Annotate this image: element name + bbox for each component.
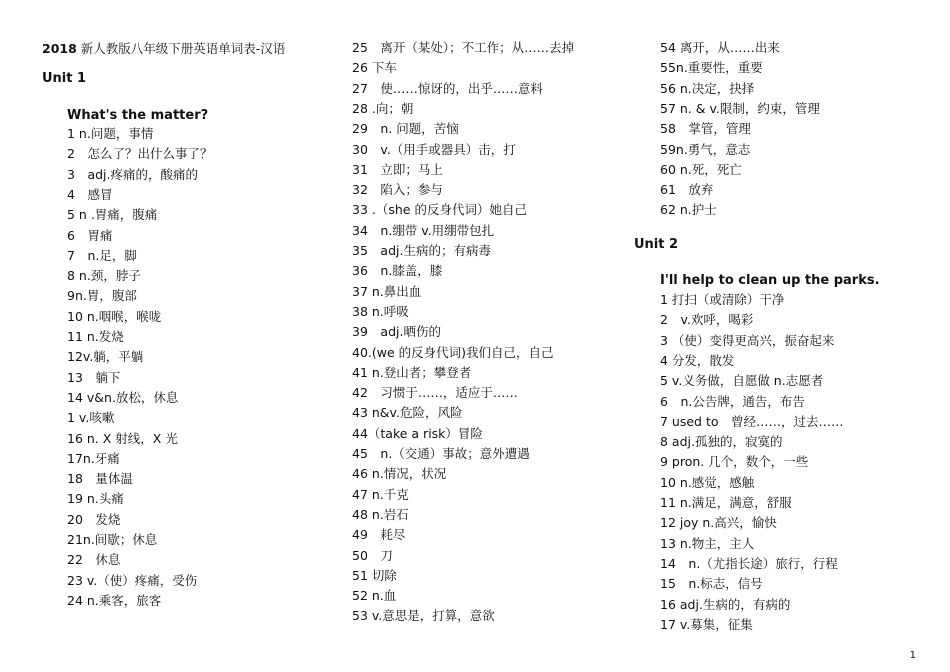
vocab-entry: 1 n.问题，事情 (67, 126, 154, 141)
vocab-entry: 48 n.岩石 (352, 506, 409, 522)
vocab-entry: 27 使……惊讶的，出乎……意料 (352, 80, 543, 96)
vocab-entry: 5 n .胃痛，腹痛 (67, 207, 158, 223)
vocab-entry: 35 adj.生病的；有病毒 (352, 243, 491, 258)
vocab-entry: 12 joy n.高兴，愉快 (660, 515, 777, 531)
vocab-entry: 22 休息 (67, 552, 121, 568)
vocab-entry: 13 n.物主，主人 (660, 535, 755, 551)
unit-2-heading: Unit 2 (634, 237, 679, 252)
vocab-entry: 28 .向；朝 (352, 100, 414, 116)
vocab-entry: 32 陷入；参与 (352, 182, 443, 198)
vocab-entry: 33 .（she 的反身代词）她自己 (352, 202, 527, 218)
vocab-entry: 10 n.咽喉，喉咙 (67, 308, 162, 324)
vocab-entry: 4 分发，散发 (660, 352, 735, 368)
vocab-entry: 4 感冒 (67, 186, 113, 202)
vocab-entry: 9 pron. 几个，数个，一些 (660, 454, 809, 470)
unit-2-lesson-title: I'll help to clean up the parks. (660, 273, 880, 288)
vocab-entry: 36 n.膝盖，膝 (352, 263, 443, 279)
vocab-entry: 61 放弃 (660, 182, 714, 198)
vocab-entry: 7 n.足，脚 (67, 247, 137, 263)
vocab-entry: 56 n.决定，抉择 (660, 80, 755, 96)
vocab-entry: 21n.间歇；休息 (67, 532, 158, 547)
vocab-entry: 53 v.意思是，打算，意欲 (352, 608, 495, 624)
vocab-entry: 49 耗尽 (352, 527, 406, 543)
vocab-entry: 14 n.（尤指长途）旅行，行程 (660, 555, 838, 571)
vocab-entry: 2 v.欢呼，喝彩 (660, 312, 754, 328)
vocab-entry: 20 发烧 (67, 511, 121, 527)
vocab-entry: 14 v&n.放松，休息 (67, 389, 179, 405)
vocab-entry: 17n.牙痛 (67, 450, 120, 466)
title-text: 新人教版八年级下册英语单词表-汉语 (76, 41, 286, 56)
vocab-entry: 6 胃痛 (67, 227, 113, 243)
vocab-entry: 29 n. 问题，苦恼 (352, 121, 459, 137)
vocab-entry: 31 立即；马上 (352, 161, 443, 177)
vocab-entry: 41 n.登山者；攀登者 (352, 364, 472, 380)
vocab-entry: 18 量体温 (67, 471, 133, 487)
vocab-entry: 47 n.千克 (352, 486, 409, 502)
vocab-entry: 51 切除 (352, 567, 397, 583)
vocab-entry: 24 n.乘客，旅客 (67, 592, 162, 608)
vocab-entry: 19 n.头痛 (67, 491, 124, 507)
vocab-entry: 17 v.募集，征集 (660, 616, 753, 632)
vocab-entry: 15 n.标志，信号 (660, 576, 763, 592)
unit-1-heading: Unit 1 (42, 71, 87, 86)
vocab-entry: 1 打扫（或清除）干净 (660, 292, 785, 307)
vocab-entry: 7 used to 曾经……，过去…… (660, 413, 844, 429)
vocab-entry: 54 离开，从……出来 (660, 40, 780, 55)
vocab-entry: 59n.勇气，意志 (660, 141, 751, 157)
vocab-entry: 1 v.咳嗽 (67, 410, 115, 426)
vocab-entry: 34 n.绷带 v.用绷带包扎 (352, 222, 495, 238)
vocab-entry: 8 n.颈，脖子 (67, 268, 141, 284)
vocab-entry: 9n.胃，腹部 (67, 288, 137, 304)
vocab-entry: 38 n.呼吸 (352, 303, 409, 319)
vocab-entry: 25 离开（某处）；不工作；从……去掉 (352, 40, 575, 55)
vocab-entry: 8 adj.孤独的，寂寞的 (660, 434, 783, 450)
vocab-entry: 39 adj.晒伤的 (352, 324, 441, 340)
title-year: 2018 (42, 41, 77, 56)
vocab-entry: 46 n.情况，状况 (352, 466, 447, 482)
vocab-entry: 13 躺下 (67, 369, 121, 385)
document-title (42, 39, 285, 57)
vocab-entry: 30 v.（用手或器具）击，打 (352, 141, 516, 157)
vocab-entry: 11 n.发烧 (67, 329, 124, 344)
vocab-entry: 23 v.（使）疼痛，受伤 (67, 572, 198, 588)
vocab-entry: 55n.重要性，重要 (660, 60, 763, 76)
vocab-entry: 60 n.死，死亡 (660, 161, 742, 177)
vocab-entry: 43 n&v.危险，风险 (352, 405, 463, 421)
vocab-entry: 26 下车 (352, 60, 397, 76)
page-number: 1 (909, 650, 916, 661)
vocab-entry: 3 （使）变得更高兴，振奋起来 (660, 332, 835, 348)
vocab-entry: 16 adj.生病的，有病的 (660, 596, 791, 612)
vocab-entry: 62 n.护士 (660, 202, 717, 218)
vocab-entry: 45 n.（交通）事故；意外遭遇 (352, 446, 530, 461)
vocab-entry: 58 掌管，管理 (660, 121, 751, 137)
unit-1-lesson-title: What's the matter? (67, 108, 209, 123)
vocab-entry: 40.(we 的反身代词)我们自己，自己 (352, 344, 554, 360)
vocab-entry: 42 习惯于……，适应于…… (352, 385, 518, 401)
vocab-entry: 10 n.感觉，感触 (660, 474, 755, 490)
vocab-entry: 12v.躺，平躺 (67, 349, 144, 365)
vocab-entry: 11 n.满足，满意，舒服 (660, 495, 792, 510)
vocab-entry: 2 怎么了？出什么事了？ (67, 146, 213, 162)
vocab-entry: 50 刀 (352, 547, 393, 563)
vocab-entry: 37 n.鼻出血 (352, 283, 422, 299)
vocab-entry: 5 v.义务做，自愿做 n.志愿者 (660, 373, 824, 389)
vocab-entry: 16 n. X 射线，X 光 (67, 430, 178, 446)
vocab-entry: 6 n.公告牌，通告，布告 (660, 393, 805, 409)
vocab-entry: 3 adj.疼痛的，酸痛的 (67, 166, 198, 182)
vocab-entry: 44（take a risk）冒险 (352, 425, 483, 441)
vocab-entry: 52 n.血 (352, 588, 397, 604)
vocab-entry: 57 n. & v.限制，约束，管理 (660, 100, 820, 116)
